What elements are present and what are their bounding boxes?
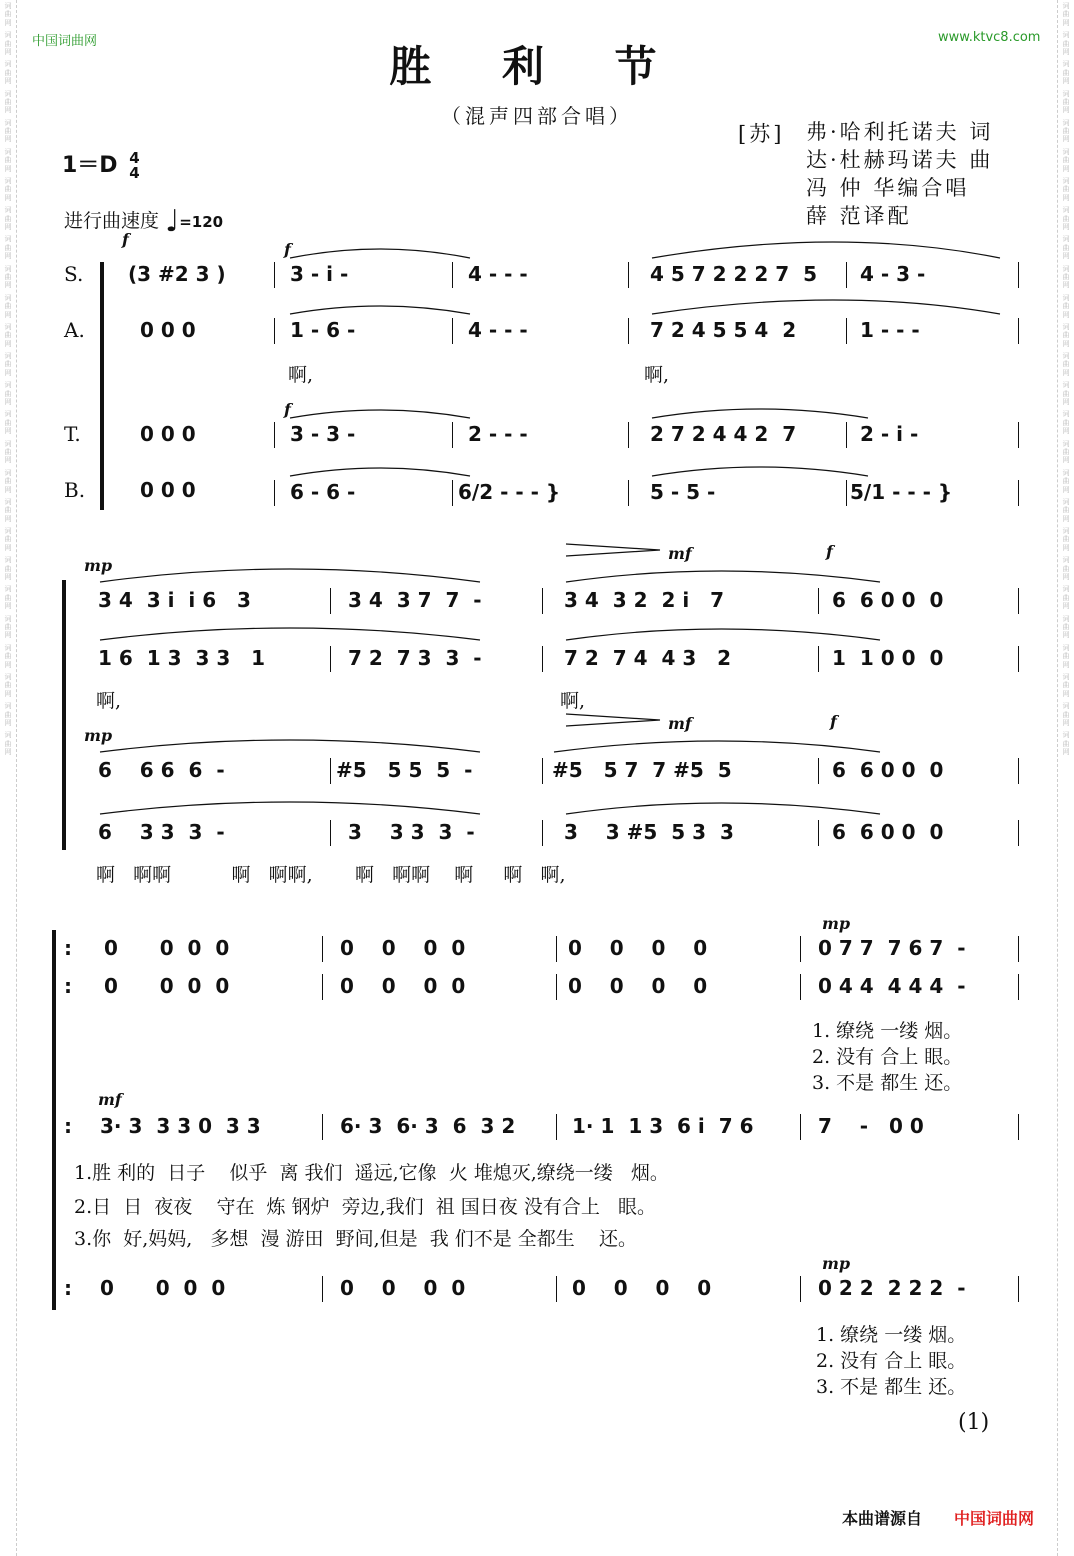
lyric-line: 3. 不是 都生 还。 (816, 1376, 967, 1398)
measure-notes: 2 7 2 4 4 2 7 (650, 422, 797, 446)
slur (100, 740, 480, 752)
measure-notes: 0 0 0 0 (100, 1276, 226, 1300)
measure-notes: 0 0 0 0 (572, 1276, 712, 1300)
watermark-text: 词 曲 网 (1062, 702, 1070, 727)
watermark-text: 词 曲 网 (4, 672, 12, 698)
measure-notes: 0 0 0 0 (340, 974, 466, 998)
note-group: 0 0 0 (140, 318, 196, 342)
watermark-text: 词 曲 网 (1062, 235, 1070, 261)
measure-notes: 6 6 0 0 0 (832, 758, 944, 782)
watermark-text: 词 曲 网 (4, 322, 12, 348)
measure-notes: 3 3 #5 5 3 3 (564, 820, 734, 844)
footer-source-site[interactable]: 中国词曲网 (954, 1509, 1035, 1528)
watermark-text: 词 曲 网 (4, 643, 12, 669)
tempo-label: 进行曲速度 (64, 210, 160, 232)
measure-notes: 5/1 - - - } (850, 480, 953, 504)
slur (290, 306, 470, 314)
credit-translator: 薛 范译配 (806, 204, 912, 228)
slur (566, 629, 880, 640)
measure-notes: 3 3 3 3 - (348, 820, 475, 844)
watermark-text: 词 曲 网 (4, 352, 12, 377)
repeat-sign: : (64, 1114, 72, 1138)
dynamic-mark: mp (84, 726, 113, 745)
time-beats: 4 (129, 149, 140, 167)
lyric-line: 1. 缭绕 一缕 烟。 (812, 1020, 963, 1042)
measure-notes: 1 1 0 0 0 (832, 646, 944, 670)
watermark-text: 词 曲 网 (1062, 614, 1070, 640)
measure-notes: 1 6 1 3 3 3 1 (98, 646, 266, 670)
measure-notes: 6 6 0 0 0 (832, 820, 944, 844)
lyric-line: 1. 缭绕 一缕 烟。 (816, 1324, 967, 1346)
repeat-sign: : (64, 1276, 72, 1300)
watermark-text: 词 曲 网 (1062, 2, 1070, 27)
dynamic-mark: mf (668, 714, 692, 733)
measure-notes: 1· 1 1 3 6 i 7 6 (572, 1114, 754, 1138)
measure-notes: 3 4 3 i i 6 3 (98, 588, 251, 612)
watermark-text: 词 曲 网 (4, 702, 12, 727)
crescendo-mark (566, 544, 660, 556)
measure-notes: 0 2 2 2 2 2 - (818, 1276, 966, 1300)
watermark-text: 词 曲 网 (1062, 147, 1070, 173)
measure-notes: 6 6 0 0 0 (832, 588, 944, 612)
watermark-text: 词 曲 网 (4, 235, 12, 261)
slur (290, 468, 470, 476)
watermark-text: 词 曲 网 (1062, 731, 1070, 757)
voice-label-tenor: T. (64, 422, 81, 446)
watermark-text: 词 曲 网 (4, 89, 12, 115)
measure-notes: 1 - - - (860, 318, 927, 342)
measure-notes: 0 0 0 0 (568, 974, 708, 998)
dynamic-mark: mp (822, 914, 851, 933)
dynamic-mark: mp (84, 556, 113, 575)
site-url-right[interactable]: www.ktvc8.com (938, 30, 1041, 45)
measure-notes: 3· 3 3 3 0 3 3 (100, 1114, 261, 1138)
measure-notes: 4 5 7 2 2 2 7 5 (650, 262, 818, 286)
watermark-text: 词 曲 网 (4, 31, 12, 56)
voice-label-alto: A. (64, 318, 85, 342)
watermark-text: 词 曲 网 (4, 585, 12, 611)
watermark-text: 词 曲 网 (4, 118, 12, 144)
measure-notes: 2 - - - (468, 422, 535, 446)
note-group: (3 #2 3 ) (128, 262, 226, 286)
measure-notes: 0 0 0 0 (104, 936, 230, 960)
measure-notes: 0 0 0 0 (568, 936, 708, 960)
lyric-line: 2. 没有 合上 眼。 (812, 1046, 963, 1068)
watermark-text: 词 曲 网 (1062, 293, 1070, 319)
measure-notes: 6 - 6 - (290, 480, 363, 504)
note-group: 0 0 0 (140, 478, 196, 502)
slur (100, 628, 480, 640)
tempo-value: =120 (179, 213, 224, 231)
lyric: 啊, (560, 690, 586, 712)
slur (290, 249, 470, 258)
watermark-text: 词 曲 网 (1062, 264, 1070, 290)
slur (652, 409, 868, 418)
watermark-text: 词 曲 网 (1062, 206, 1070, 231)
song-title: 胜 利 节 (389, 42, 685, 91)
site-name-left[interactable]: 中国词曲网 (32, 34, 98, 49)
watermark-text: 词 曲 网 (4, 556, 12, 582)
measure-notes: 4 - - - (468, 262, 535, 286)
slur (652, 242, 1000, 258)
lyric: 啊, (644, 364, 670, 386)
watermark-text: 词 曲 网 (4, 147, 12, 173)
lyric-line: 2. 没有 合上 眼。 (816, 1350, 967, 1372)
lyric-line: 3. 不是 都生 还。 (812, 1072, 963, 1094)
measure-notes: 6/2 - - - } (458, 480, 561, 504)
watermark-text: 词 曲 网 (1062, 89, 1070, 115)
watermark-text: 词 曲 网 (4, 381, 12, 407)
watermark-text: 词 曲 网 (4, 410, 12, 436)
key-label: 1＝D (62, 153, 118, 178)
verse-lyric-3: 3.你 好,妈妈, 多想 漫 游田 野间,但是 我 们不是 全都生 还。 (74, 1228, 637, 1250)
watermark-text: 词 曲 网 (1062, 352, 1070, 377)
watermark-text: 词 曲 网 (4, 177, 12, 202)
watermark-text: 词 曲 网 (1062, 527, 1070, 552)
measure-notes: 6 3 3 3 - (98, 820, 225, 844)
credit-arranger: 冯 仲 华编合唱 (806, 176, 970, 200)
dynamic-mark: f (284, 240, 291, 259)
crescendo-mark (566, 714, 660, 726)
footer-source-label: 本曲谱源自 (842, 1509, 923, 1528)
measure-notes: 0 0 0 0 (340, 1276, 466, 1300)
watermark-text: 词 曲 网 (4, 731, 12, 757)
lyric: 啊, (288, 364, 314, 386)
slur (290, 410, 470, 418)
watermark-text: 词 曲 网 (4, 614, 12, 640)
note-group: 0 0 0 (140, 422, 196, 446)
dynamic-mark: f (122, 230, 129, 249)
watermark-text: 词 曲 网 (1062, 672, 1070, 698)
measure-notes: 4 - - - (468, 318, 535, 342)
watermark-text: 词 曲 网 (1062, 643, 1070, 669)
slur (566, 803, 880, 814)
repeat-sign: : (64, 936, 72, 960)
measure-notes: 0 0 0 0 (104, 974, 230, 998)
verse-lyric-1: 1.胜 利的 日子 似乎 离 我们 遥远,它像 火 堆熄灭,缭绕一缕 烟。 (74, 1162, 669, 1184)
measure-notes: 0 7 7 7 6 7 - (818, 936, 966, 960)
measure-notes: 7 2 7 4 4 3 2 (564, 646, 732, 670)
dynamic-mark: mp (822, 1254, 851, 1273)
measure-notes: 6 6 6 6 - (98, 758, 225, 782)
slur (554, 741, 880, 752)
measure-notes: 3 - 3 - (290, 422, 363, 446)
slur (100, 569, 480, 582)
measure-notes: 3 4 3 7 7 - (348, 588, 482, 612)
voice-label-soprano: S. (64, 262, 84, 286)
watermark-text: 词 曲 网 (4, 60, 12, 86)
measure-notes: 4 - 3 - (860, 262, 933, 286)
slur (566, 571, 880, 582)
measure-notes: 3 4 3 2 2 i 7 (564, 588, 724, 612)
measure-notes: 7 2 4 5 5 4 2 (650, 318, 797, 342)
watermark-text: 词 曲 网 (1062, 118, 1070, 144)
watermark-text: 词 曲 网 (4, 468, 12, 494)
credit-country: [苏] (738, 122, 785, 146)
slur (652, 300, 1000, 314)
watermark-text: 词 曲 网 (1062, 322, 1070, 348)
lyric: 啊, (96, 690, 122, 712)
watermark-text: 词 曲 网 (4, 439, 12, 465)
watermark-text: 词 曲 网 (4, 497, 12, 523)
lyric-line: 啊 啊啊 啊 啊啊, 啊 啊啊 啊 啊 啊, (96, 864, 566, 886)
slur (100, 802, 480, 814)
page-number: (1) (958, 1410, 990, 1435)
watermark-text: 词 曲 网 (4, 264, 12, 290)
measure-notes: 2 - i - (860, 422, 926, 446)
repeat-sign: : (64, 974, 72, 998)
watermark-text: 词 曲 网 (4, 206, 12, 231)
dynamic-mark: f (830, 712, 837, 731)
measure-notes: 5 - 5 - (650, 480, 723, 504)
measure-notes: 6· 3 6· 3 6 3 2 (340, 1114, 516, 1138)
dynamic-mark: f (826, 542, 833, 561)
measure-notes: #5 5 7 7 #5 5 (552, 758, 732, 782)
voice-label-bass: B. (64, 478, 86, 502)
watermark-text: 词 曲 网 (1062, 31, 1070, 56)
watermark-text: 词 曲 网 (1062, 585, 1070, 611)
slur (652, 467, 868, 476)
watermark-text: 词 曲 网 (1062, 468, 1070, 494)
measure-notes: 0 0 0 0 (340, 936, 466, 960)
quarter-note-icon: ♩ (165, 204, 180, 239)
verse-lyric-2: 2.日 日 夜夜 守在 炼 钢炉 旁边,我们 祖 国日夜 没有合上 眼。 (74, 1196, 656, 1218)
watermark-text: 词 曲 网 (4, 2, 12, 27)
measure-notes: 3 - i - (290, 262, 356, 286)
watermark-text: 词 曲 网 (1062, 177, 1070, 202)
measure-notes: 7 - 0 0 (818, 1114, 924, 1138)
song-subtitle: （混声四部合唱） (441, 104, 633, 128)
measure-notes: #5 5 5 5 - (336, 758, 473, 782)
watermark-text: 词 曲 网 (1062, 381, 1070, 407)
measure-notes: 0 4 4 4 4 4 - (818, 974, 966, 998)
measure-notes: 1 - 6 - (290, 318, 363, 342)
watermark-text: 词 曲 网 (1062, 497, 1070, 523)
watermark-text: 词 曲 网 (1062, 556, 1070, 582)
watermark-text: 词 曲 网 (1062, 439, 1070, 465)
credit-lyricist: 弗·哈利托诺夫 词 (806, 120, 994, 144)
dynamic-mark: mf (668, 544, 692, 563)
measure-notes: 7 2 7 3 3 - (348, 646, 482, 670)
time-unit: 4 (129, 164, 140, 182)
dynamic-mark: f (284, 400, 291, 419)
dynamic-mark: mf (98, 1090, 122, 1109)
watermark-text: 词 曲 网 (4, 527, 12, 552)
watermark-text: 词 曲 网 (1062, 60, 1070, 86)
credit-composer: 达·杜赫玛诺夫 曲 (806, 148, 994, 172)
watermark-text: 词 曲 网 (1062, 410, 1070, 436)
watermark-text: 词 曲 网 (4, 293, 12, 319)
